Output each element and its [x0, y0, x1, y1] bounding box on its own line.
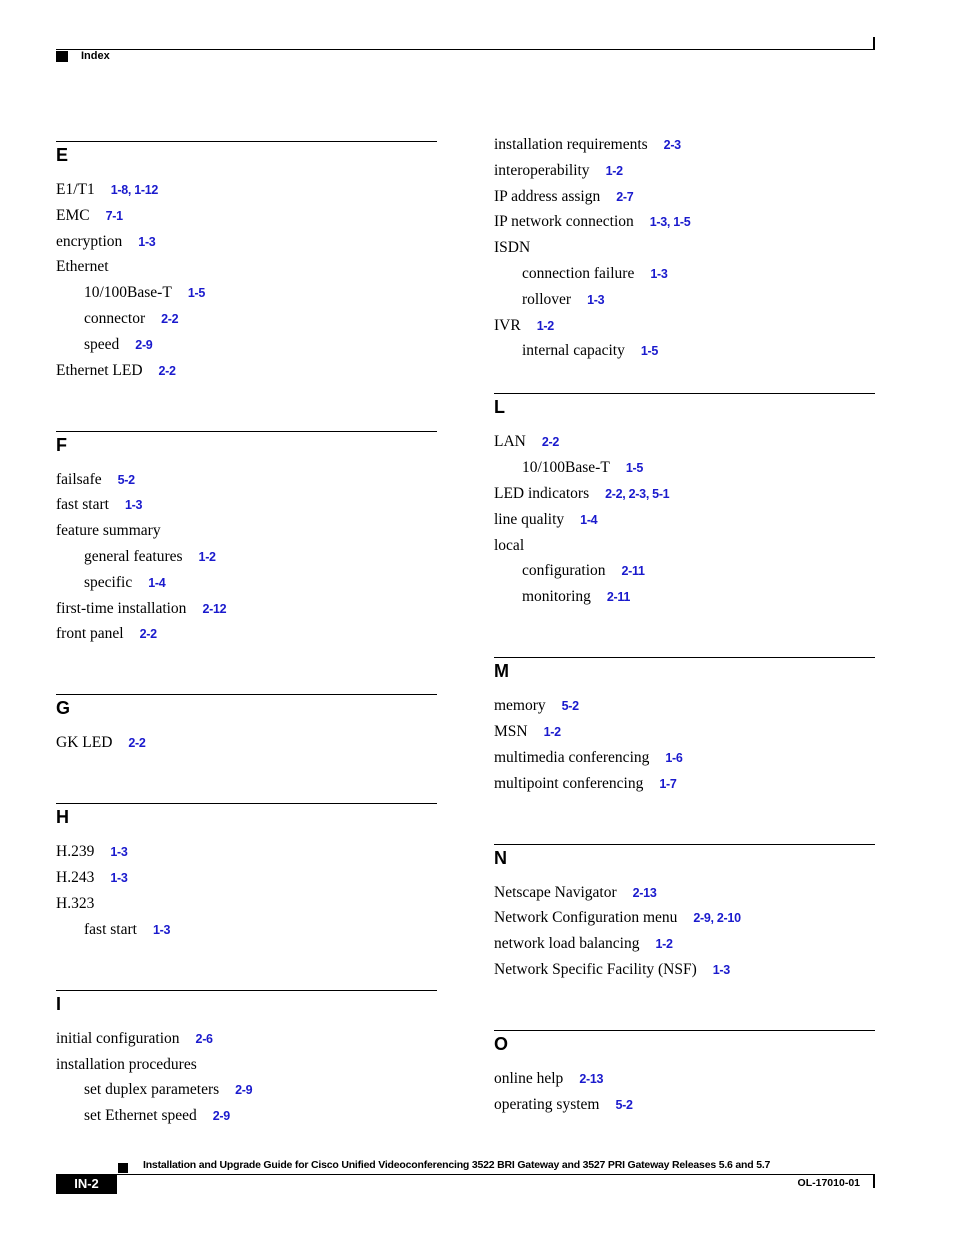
index-entry	[56, 522, 161, 540]
index-entry	[56, 869, 128, 887]
page-reference-link[interactable]: 2-11	[606, 590, 631, 605]
section-rule	[494, 393, 875, 394]
section-rule	[56, 803, 437, 804]
page-reference-link[interactable]: 1-3	[110, 845, 128, 860]
page-reference-link[interactable]: 1-5	[640, 344, 659, 359]
index-term: connection failure	[522, 265, 635, 282]
index-subentry	[84, 574, 165, 592]
index-subentry	[84, 310, 178, 328]
index-term: monitoring	[522, 588, 591, 606]
index-term: multimedia conferencing	[494, 748, 650, 766]
page-reference-link[interactable]: 2-2	[158, 363, 176, 378]
index-entry	[56, 496, 142, 514]
index-term: Netscape Navigator	[494, 883, 617, 901]
index-entry	[56, 362, 176, 380]
footer-document-title: Installation and Upgrade Guide for Cisco Unified Videoconferencing 3522 BRI Gateway and 3527 PRI Gateway Releases 5.6 and 5.7	[143, 1159, 771, 1171]
index-term: E1/T1	[56, 181, 95, 198]
page-reference-link[interactable]: 2-2, 2-3, 5-1	[605, 486, 670, 501]
page-reference-link[interactable]: 1-4	[580, 512, 598, 527]
index-term: general features	[84, 547, 183, 565]
index-term: set Ethernet speed	[84, 1107, 197, 1125]
index-term: Ethernet LED	[56, 361, 143, 379]
index-entry	[494, 537, 524, 555]
index-entry	[494, 188, 633, 206]
section-letter: G	[56, 698, 71, 719]
index-term: set duplex parameters	[84, 1081, 220, 1099]
index-term: EMC	[56, 206, 90, 224]
index-entry	[56, 1030, 213, 1048]
page-reference-link[interactable]: 1-8, 1-12	[110, 183, 159, 197]
page-reference-link[interactable]: 5-2	[615, 1097, 633, 1112]
index-term: fast start	[56, 496, 109, 514]
index-entry	[494, 1070, 603, 1088]
index-term: installation requirements	[494, 136, 648, 153]
index-term: GK LED	[56, 734, 113, 752]
index-term: rollover	[522, 290, 572, 308]
page-reference-link[interactable]: 1-2	[655, 937, 673, 952]
page-reference-link[interactable]: 1-2	[605, 163, 623, 178]
section-letter: I	[56, 993, 62, 1014]
index-term: network load balancing	[494, 935, 640, 953]
index-entry	[56, 471, 135, 489]
section-rule	[494, 844, 875, 845]
page-reference-link[interactable]: 2-2	[128, 736, 146, 751]
index-term: online help	[494, 1070, 564, 1087]
page-reference-link[interactable]: 1-6	[665, 750, 683, 765]
footer-page-number: IN-2	[56, 1174, 117, 1194]
index-term: IP network connection	[494, 213, 634, 231]
index-entry	[494, 884, 656, 902]
footer-doc-number: OL-17010-01	[797, 1177, 860, 1189]
index-term: LAN	[494, 433, 526, 451]
page-reference-link[interactable]: 1-3	[587, 292, 605, 307]
page-reference-link[interactable]: 1-3	[110, 871, 128, 886]
index-entry	[56, 895, 94, 913]
page-reference-link[interactable]: 1-2	[543, 724, 561, 739]
index-term: 10/100Base-T	[522, 459, 610, 477]
footer-corner-tick	[873, 1174, 875, 1188]
page-reference-link[interactable]: 5-2	[561, 699, 579, 714]
index-term: first-time installation	[56, 599, 187, 617]
index-term: local	[494, 536, 525, 554]
index-entry	[56, 258, 109, 276]
index-term: specific	[84, 573, 133, 591]
index-term: IVR	[494, 316, 521, 334]
index-entry	[56, 233, 155, 251]
index-term: Network Specific Facility (NSF)	[494, 960, 697, 978]
page-reference-link[interactable]: 1-7	[659, 776, 677, 791]
index-term: H.243	[56, 869, 95, 887]
index-entry	[56, 625, 157, 643]
header-corner-tick	[873, 37, 875, 50]
index-term: ISDN	[494, 239, 531, 257]
page-reference-link[interactable]: 2-6	[195, 1031, 213, 1046]
index-entry	[494, 775, 677, 793]
header-square-icon	[56, 51, 68, 62]
index-entry	[56, 600, 226, 618]
page-reference-link[interactable]: 2-13	[632, 885, 657, 900]
index-term: MSN	[494, 722, 528, 740]
page-reference-link[interactable]: 2-2	[541, 435, 560, 450]
page-reference-link[interactable]: 2-9, 2-10	[693, 911, 741, 926]
index-subentry	[84, 921, 170, 939]
index-subentry	[522, 459, 643, 477]
index-subentry	[84, 548, 216, 566]
page-reference-link[interactable]: 7-1	[105, 208, 123, 223]
section-rule	[56, 990, 437, 991]
index-entry	[494, 697, 579, 715]
page-reference-link[interactable]: 1-3	[712, 962, 730, 977]
page-reference-link[interactable]: 2-12	[202, 601, 227, 616]
page-reference-link[interactable]: 1-4	[148, 575, 166, 590]
index-subentry	[522, 588, 630, 606]
index-term: connector	[84, 310, 146, 327]
index-entry	[494, 485, 669, 503]
page-reference-link[interactable]: 1-5	[625, 461, 643, 476]
index-entry	[56, 843, 128, 861]
index-term: initial configuration	[56, 1029, 180, 1047]
index-subentry	[522, 562, 645, 580]
index-term: fast start	[84, 920, 137, 938]
index-entry	[494, 1096, 633, 1114]
section-letter: F	[56, 434, 67, 455]
index-term: IP address assign	[494, 187, 601, 205]
index-term: H.239	[56, 843, 95, 861]
page-reference-link[interactable]: 1-3	[138, 234, 156, 249]
page-reference-link[interactable]: 2-9	[212, 1109, 230, 1124]
index-term: Network Configuration menu	[494, 909, 678, 927]
index-term: multipoint conferencing	[494, 774, 644, 792]
page-reference-link[interactable]: 2-9	[235, 1083, 253, 1098]
index-term: configuration	[522, 562, 606, 580]
header-rule	[56, 49, 874, 50]
index-subentry	[522, 342, 658, 360]
page-reference-link[interactable]: 1-2	[198, 549, 216, 564]
index-subentry	[84, 284, 205, 302]
index-entry	[56, 181, 158, 199]
section-letter: L	[494, 397, 505, 418]
page-reference-link[interactable]: 2-7	[616, 189, 634, 204]
index-term: memory	[494, 697, 546, 715]
index-entry	[494, 162, 623, 180]
section-letter: N	[494, 847, 507, 868]
index-entry	[494, 909, 741, 927]
page-reference-link[interactable]: 1-2	[536, 318, 554, 333]
index-entry	[494, 136, 681, 154]
index-entry	[494, 723, 561, 741]
index-term: failsafe	[56, 470, 102, 488]
section-rule	[56, 694, 437, 695]
page-reference-link[interactable]: 2-3	[663, 138, 681, 152]
section-rule	[494, 657, 875, 658]
index-term: encryption	[56, 232, 123, 250]
index-subentry	[522, 265, 668, 283]
index-term: internal capacity	[522, 342, 625, 360]
index-term: interoperability	[494, 161, 590, 179]
index-term: speed	[84, 335, 120, 353]
section-letter: M	[494, 661, 509, 682]
index-term: installation procedures	[56, 1055, 197, 1073]
index-entry	[494, 749, 683, 767]
index-entry	[56, 207, 123, 225]
index-subentry	[84, 1081, 252, 1099]
page-reference-link[interactable]: 5-2	[117, 472, 135, 487]
index-term: LED indicators	[494, 484, 590, 502]
index-entry	[494, 213, 690, 231]
page-reference-link[interactable]: 1-3	[152, 922, 171, 937]
section-rule	[494, 1030, 875, 1031]
index-term: Ethernet	[56, 258, 109, 276]
page-reference-link[interactable]: 2-2	[161, 312, 179, 326]
section-letter: O	[494, 1034, 509, 1054]
index-entry	[494, 239, 530, 257]
page-reference-link[interactable]: 1-3	[650, 267, 668, 281]
page-reference-link[interactable]: 1-5	[187, 286, 205, 301]
page-reference-link[interactable]: 2-13	[579, 1072, 604, 1086]
index-term: H.323	[56, 894, 95, 912]
section-letter: H	[56, 807, 69, 828]
index-term: feature summary	[56, 522, 161, 540]
section-rule	[56, 431, 437, 432]
footer-square-icon	[118, 1163, 128, 1173]
index-term: 10/100Base-T	[84, 284, 172, 302]
index-entry	[56, 734, 146, 752]
index-term: line quality	[494, 510, 565, 528]
section-rule	[56, 141, 437, 142]
page-reference-link[interactable]: 1-3	[124, 498, 143, 513]
header-label: Index	[81, 50, 110, 62]
page-reference-link[interactable]: 2-9	[135, 337, 153, 352]
index-entry	[56, 1056, 197, 1074]
index-subentry	[84, 1107, 230, 1125]
page-reference-link[interactable]: 1-3, 1-5	[649, 215, 691, 230]
index-entry	[494, 511, 597, 529]
page-reference-link[interactable]: 2-2	[139, 627, 157, 642]
page-reference-link[interactable]: 2-11	[621, 564, 645, 579]
index-subentry	[84, 336, 152, 354]
index-entry	[494, 317, 554, 335]
footer-rule	[56, 1174, 874, 1175]
index-term: operating system	[494, 1095, 600, 1113]
section-letter: E	[56, 145, 69, 165]
index-entry	[494, 433, 559, 451]
index-entry	[494, 961, 730, 979]
index-subentry	[522, 291, 604, 309]
index-entry	[494, 935, 673, 953]
index-term: front panel	[56, 625, 124, 643]
